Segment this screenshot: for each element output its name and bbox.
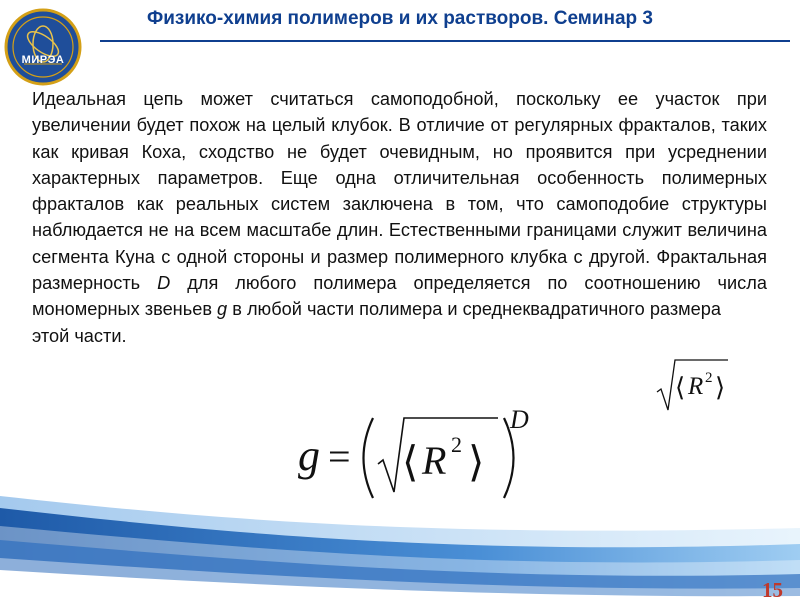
text-part: для любого полимера определяется по соотношению числа мономерных звеньев (32, 273, 767, 320)
page-number: 15 (762, 578, 783, 602)
g-symbol: g (298, 431, 320, 480)
decorative-waves (0, 478, 800, 600)
rangle-glyph: ⟩ (468, 440, 485, 486)
rangle-glyph: ⟩ (715, 373, 726, 402)
r-symbol: R (688, 373, 704, 400)
var-g: g (217, 299, 228, 320)
text-part: в любой части полимера и среднеквадратичного размера (232, 299, 722, 320)
text-part: Идеальная цепь может считаться самоподобной, поскольку ее участок при увеличении будет похож на целый клубок. В отличие от регулярных фракталов, таких как кривая Коха, сходство не будет очевидным, но проявится при усреднении характерных параметров. Еще одна отличительная особенность полимерных фракталов как реальных систем заключена в том, что самоподобие структуры наблюдается не на всем масштабе длин. Естественными границами служит величина сегмента Куна с одной стороны и размер полимерного клубка с другой. Фрактальная размерность (32, 89, 767, 294)
exponent-d: D (510, 405, 529, 434)
var-d: D (157, 273, 171, 294)
r-symbol: R (422, 438, 447, 483)
equals-sign: = (328, 434, 351, 479)
rms-size-expression (655, 356, 730, 414)
square-exponent: 2 (451, 432, 462, 457)
text-part: этой части. (32, 325, 127, 346)
square-exponent: 2 (705, 370, 713, 386)
page-title: Физико-химия полимеров и их растворов. Семинар 3 (147, 8, 653, 29)
langle-glyph: ⟨ (402, 440, 419, 486)
body-paragraph (32, 86, 767, 349)
langle-glyph: ⟨ (675, 373, 686, 402)
mirea-logo (4, 8, 82, 86)
header-divider (100, 40, 790, 42)
logo-text: МИРЭА (21, 54, 65, 66)
